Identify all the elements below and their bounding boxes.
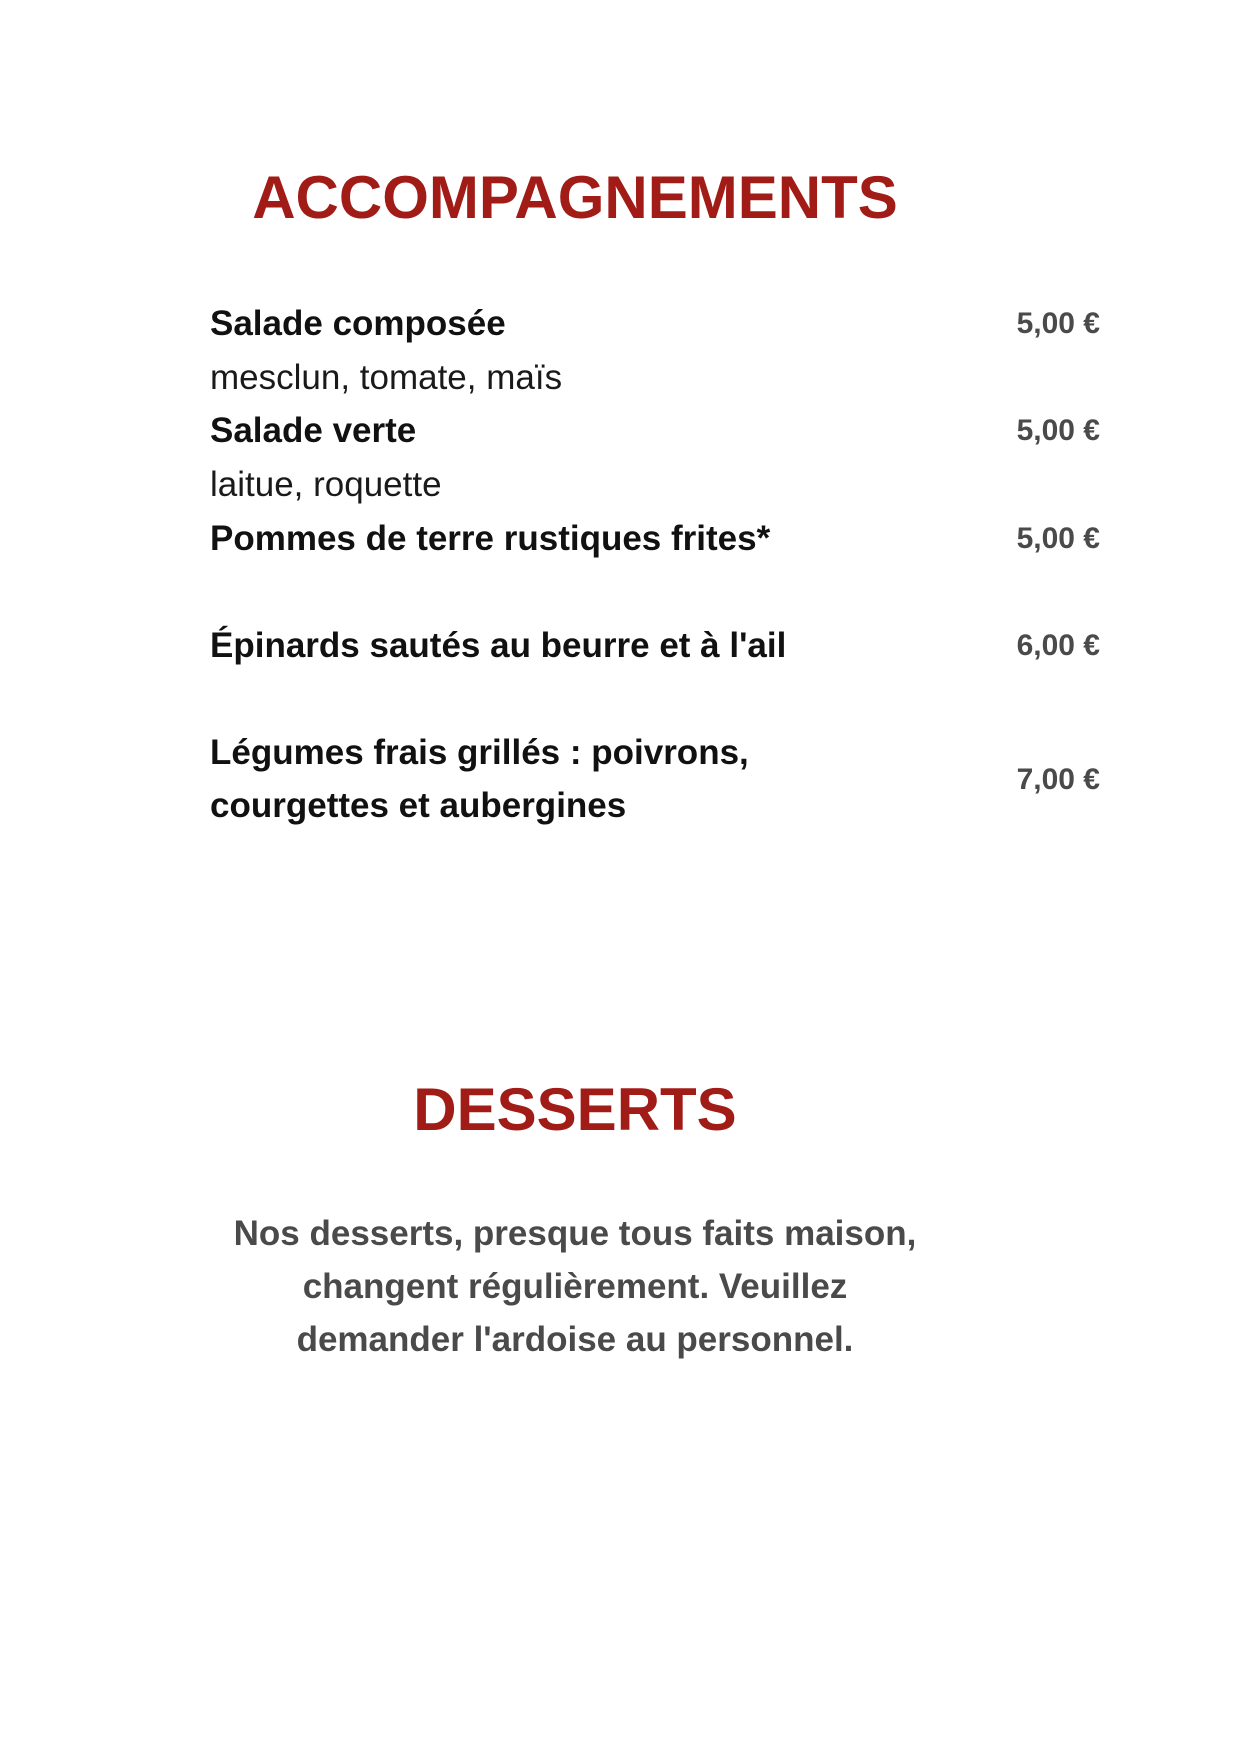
- accompagnements-title: ACCOMPAGNEMENTS: [252, 164, 898, 231]
- item-name-salade-verte: Salade verte: [210, 411, 417, 450]
- item-name-salade-composee: Salade composée: [210, 304, 506, 343]
- item-name-pommes-de-terre: Pommes de terre rustiques frites*: [210, 519, 771, 558]
- desserts-description: [150, 1207, 1000, 1366]
- item-price-epinards: 6,00 €: [1016, 629, 1100, 662]
- desserts-text-line: demander l'ardoise au personnel.: [296, 1320, 854, 1359]
- item-price-legumes: 7,00 €: [1016, 763, 1100, 796]
- item-name-epinards: Épinards sautés au beurre et à l'ail: [210, 626, 787, 665]
- desserts-text-line: changent régulièrement. Veuillez: [302, 1267, 848, 1306]
- item-desc-salade-composee: mesclun, tomate, maïs: [210, 358, 563, 397]
- item-name-legumes-line2: courgettes et aubergines: [210, 786, 627, 825]
- item-desc-salade-verte: laitue, roquette: [210, 465, 442, 504]
- item-price-salade-composee: 5,00 €: [1016, 307, 1100, 340]
- item-name-legumes-line1: Légumes frais grillés : poivrons,: [210, 733, 749, 772]
- desserts-text-line: Nos desserts, presque tous faits maison,: [233, 1214, 917, 1253]
- item-price-pommes-de-terre: 5,00 €: [1016, 522, 1100, 555]
- desserts-title: DESSERTS: [413, 1076, 737, 1143]
- item-price-salade-verte: 5,00 €: [1016, 414, 1100, 447]
